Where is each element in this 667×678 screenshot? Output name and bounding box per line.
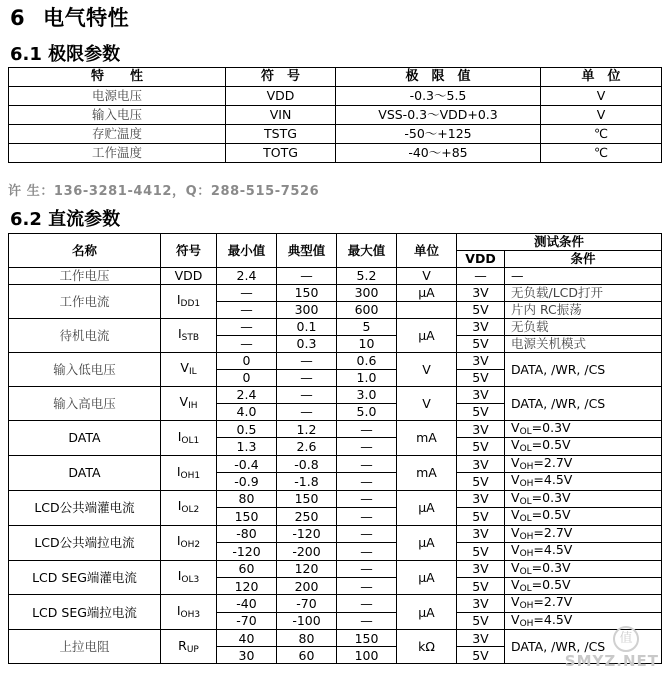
limit-name: 电源电压 bbox=[9, 87, 226, 106]
param-cond bbox=[505, 508, 662, 525]
section-number: 6 bbox=[10, 6, 26, 30]
param-min: -120 bbox=[217, 543, 277, 560]
param-unit: μA bbox=[397, 319, 457, 353]
limit-name: 工作温度 bbox=[9, 144, 226, 163]
param-min: 0.5 bbox=[217, 421, 277, 438]
table-row bbox=[9, 106, 662, 125]
param-max: 5.2 bbox=[337, 268, 397, 285]
dc-col-vdd: VDD bbox=[457, 251, 505, 268]
table-row bbox=[9, 87, 662, 106]
param-max: — bbox=[337, 508, 397, 525]
cond-sub: OL bbox=[519, 566, 532, 577]
param-min: -0.9 bbox=[217, 473, 277, 490]
limit-value: -50～+125 bbox=[336, 125, 541, 144]
param-max: — bbox=[337, 560, 397, 577]
param-max: 300 bbox=[337, 285, 397, 302]
param-cond: — bbox=[505, 268, 662, 285]
cond-letter: V bbox=[511, 594, 520, 610]
limit-unit: V bbox=[541, 106, 662, 125]
param-typ: 250 bbox=[277, 508, 337, 525]
symbol-sub: OH2 bbox=[180, 540, 201, 551]
param-symbol bbox=[161, 285, 217, 319]
cond-sub: OH bbox=[519, 601, 534, 612]
param-min: 30 bbox=[217, 647, 277, 664]
param-typ: 150 bbox=[277, 285, 337, 302]
param-vdd: 5V bbox=[457, 404, 505, 421]
param-name: 工作电流 bbox=[9, 285, 161, 319]
param-max: 3.0 bbox=[337, 387, 397, 404]
cond-letter: V bbox=[511, 577, 520, 592]
param-unit bbox=[397, 302, 457, 319]
symbol-letter: V bbox=[180, 360, 189, 376]
param-unit: μA bbox=[397, 490, 457, 525]
param-vdd: 5V bbox=[457, 508, 505, 525]
table-row bbox=[9, 353, 662, 370]
param-name: 待机电流 bbox=[9, 319, 161, 353]
param-vdd: 3V bbox=[457, 319, 505, 336]
param-cond bbox=[505, 490, 662, 507]
symbol-sub: UP bbox=[186, 644, 199, 655]
cond-value: =0.3V bbox=[531, 420, 571, 435]
dc-col-max: 最大值 bbox=[337, 234, 397, 268]
param-typ: — bbox=[277, 387, 337, 404]
param-cond: 无负载 bbox=[505, 319, 662, 336]
param-vdd: — bbox=[457, 268, 505, 285]
cond-value: =2.7V bbox=[533, 455, 573, 470]
limits-col-value: 极 限 值 bbox=[336, 68, 541, 87]
param-symbol bbox=[161, 630, 217, 664]
cond-value: =4.5V bbox=[533, 542, 573, 558]
param-min: 0 bbox=[217, 370, 277, 387]
param-typ: — bbox=[277, 404, 337, 421]
param-unit: kΩ bbox=[397, 630, 457, 664]
param-vdd: 3V bbox=[457, 285, 505, 302]
limit-name: 输入电压 bbox=[9, 106, 226, 125]
param-symbol bbox=[161, 595, 217, 630]
dc-col-test: 测试条件 bbox=[457, 234, 662, 251]
param-max: 10 bbox=[337, 336, 397, 353]
cond-value: =0.3V bbox=[531, 490, 571, 505]
param-vdd: 5V bbox=[457, 647, 505, 664]
table-row bbox=[9, 525, 662, 542]
limit-symbol: TSTG bbox=[226, 125, 336, 144]
param-max: 1.0 bbox=[337, 370, 397, 387]
param-min: — bbox=[217, 302, 277, 319]
param-name: 工作电压 bbox=[9, 268, 161, 285]
cond-value: =0.5V bbox=[531, 507, 571, 523]
cond-letter: V bbox=[511, 437, 520, 453]
param-typ: -120 bbox=[277, 525, 337, 542]
param-symbol bbox=[161, 421, 217, 456]
cond-sub: OH bbox=[519, 531, 534, 542]
param-cond: 电源关机模式 bbox=[505, 336, 662, 353]
param-typ: -70 bbox=[277, 595, 337, 612]
table-row bbox=[9, 268, 662, 285]
param-vdd: 3V bbox=[457, 525, 505, 542]
param-min: -70 bbox=[217, 612, 277, 629]
param-min: — bbox=[217, 285, 277, 302]
table-row bbox=[9, 595, 662, 612]
param-max: — bbox=[337, 421, 397, 438]
cond-letter: V bbox=[511, 490, 520, 505]
cond-letter: V bbox=[511, 420, 520, 435]
param-cond bbox=[505, 577, 662, 594]
symbol-sub: OL3 bbox=[181, 575, 200, 586]
param-name: LCD公共端灌电流 bbox=[9, 490, 161, 525]
table-row bbox=[9, 455, 662, 472]
limit-unit: ℃ bbox=[541, 125, 662, 144]
param-max: 5 bbox=[337, 319, 397, 336]
symbol-letter: I bbox=[176, 463, 181, 479]
param-cond bbox=[505, 612, 662, 629]
param-min: 150 bbox=[217, 508, 277, 525]
param-max: — bbox=[337, 490, 397, 507]
watermark-logo: 值 bbox=[613, 626, 639, 652]
param-name: 上拉电阻 bbox=[9, 630, 161, 664]
param-cond bbox=[505, 543, 662, 560]
param-name: LCD SEG端灌电流 bbox=[9, 560, 161, 595]
param-cond bbox=[505, 455, 662, 472]
cond-sub: OL bbox=[519, 444, 532, 455]
symbol-sub: DD1 bbox=[180, 299, 201, 310]
param-unit: V bbox=[397, 387, 457, 421]
symbol-sub: OL1 bbox=[181, 435, 200, 446]
param-typ: 2.6 bbox=[277, 438, 337, 455]
param-symbol: VDD bbox=[161, 268, 217, 285]
param-cond: DATA, /WR, /CS bbox=[505, 387, 662, 421]
param-typ: 200 bbox=[277, 577, 337, 594]
symbol-sub: IH bbox=[188, 401, 198, 412]
param-name: 输入高电压 bbox=[9, 387, 161, 421]
param-min: -0.4 bbox=[217, 455, 277, 472]
param-symbol bbox=[161, 353, 217, 387]
dc-header-row bbox=[9, 234, 662, 251]
limit-symbol: VIN bbox=[226, 106, 336, 125]
section-title-text: 电气特性 bbox=[43, 6, 130, 30]
param-vdd: 5V bbox=[457, 543, 505, 560]
param-name: LCD公共端拉电流 bbox=[9, 525, 161, 560]
param-vdd: 3V bbox=[457, 630, 505, 647]
cond-sub: OL bbox=[519, 427, 532, 437]
param-vdd: 5V bbox=[457, 370, 505, 387]
param-min: 4.0 bbox=[217, 404, 277, 421]
param-vdd: 5V bbox=[457, 577, 505, 594]
symbol-letter: V bbox=[179, 394, 189, 410]
limit-value: -0.3～5.5 bbox=[336, 87, 541, 106]
param-vdd: 5V bbox=[457, 612, 505, 629]
param-vdd: 5V bbox=[457, 302, 505, 319]
cond-sub: OH bbox=[519, 618, 534, 629]
param-cond: DATA, /WR, /CS bbox=[505, 630, 662, 664]
param-typ: — bbox=[277, 268, 337, 285]
table-row bbox=[9, 421, 662, 438]
param-unit: mA bbox=[397, 455, 457, 490]
param-vdd: 3V bbox=[457, 455, 505, 472]
param-max: — bbox=[337, 612, 397, 629]
table-row bbox=[9, 490, 662, 507]
symbol-sub: OL2 bbox=[181, 505, 200, 516]
param-vdd: 3V bbox=[457, 490, 505, 507]
cond-value: =0.3V bbox=[531, 560, 571, 575]
param-typ: — bbox=[277, 353, 337, 370]
symbol-letter: I bbox=[176, 292, 181, 308]
symbol-letter: R bbox=[178, 637, 187, 653]
cond-letter: V bbox=[511, 507, 520, 523]
param-name: 输入低电压 bbox=[9, 353, 161, 387]
symbol-letter: I bbox=[177, 326, 182, 342]
param-min: 60 bbox=[217, 560, 277, 577]
param-max: 0.6 bbox=[337, 353, 397, 370]
param-min: 120 bbox=[217, 577, 277, 594]
cond-letter: V bbox=[511, 472, 520, 488]
param-symbol bbox=[161, 455, 217, 490]
table-row bbox=[9, 125, 662, 144]
limits-col-name: 特 性 bbox=[9, 68, 226, 87]
param-min: — bbox=[217, 336, 277, 353]
param-vdd: 5V bbox=[457, 336, 505, 353]
param-typ: — bbox=[277, 370, 337, 387]
dc-col-min: 最小值 bbox=[217, 234, 277, 268]
dc-col-typ: 典型值 bbox=[277, 234, 337, 268]
cond-value: =2.7V bbox=[533, 594, 573, 610]
param-unit: μA bbox=[397, 595, 457, 630]
param-max: — bbox=[337, 577, 397, 594]
table-row bbox=[9, 630, 662, 647]
param-symbol bbox=[161, 387, 217, 421]
dc-table bbox=[8, 233, 662, 664]
param-vdd: 3V bbox=[457, 353, 505, 370]
param-cond bbox=[505, 595, 662, 612]
table-row bbox=[9, 387, 662, 404]
param-typ: 80 bbox=[277, 630, 337, 647]
param-typ: -100 bbox=[277, 612, 337, 629]
param-unit: V bbox=[397, 353, 457, 387]
limit-unit: V bbox=[541, 87, 662, 106]
dc-col-unit: 单位 bbox=[397, 234, 457, 268]
param-max: 5.0 bbox=[337, 404, 397, 421]
cond-sub: OL bbox=[519, 583, 532, 594]
param-unit: μA bbox=[397, 525, 457, 560]
param-symbol bbox=[161, 319, 217, 353]
limits-col-symbol: 符 号 bbox=[226, 68, 336, 87]
symbol-letter: I bbox=[177, 428, 182, 444]
cond-sub: OH bbox=[519, 461, 534, 472]
limit-value: VSS-0.3～VDD+0.3 bbox=[336, 106, 541, 125]
param-min: 80 bbox=[217, 490, 277, 507]
param-max: — bbox=[337, 438, 397, 455]
param-cond bbox=[505, 421, 662, 438]
param-cond: DATA, /WR, /CS bbox=[505, 353, 662, 387]
param-typ: -1.8 bbox=[277, 473, 337, 490]
param-cond: 无负载/LCD打开 bbox=[505, 285, 662, 302]
param-name: DATA bbox=[9, 421, 161, 456]
cond-value: =4.5V bbox=[533, 612, 573, 627]
symbol-letter: I bbox=[176, 603, 181, 619]
param-name: DATA bbox=[9, 455, 161, 490]
param-typ: 0.1 bbox=[277, 319, 337, 336]
param-typ: -0.8 bbox=[277, 455, 337, 472]
limit-name: 存贮温度 bbox=[9, 125, 226, 144]
cond-letter: V bbox=[511, 560, 520, 575]
param-symbol bbox=[161, 560, 217, 595]
param-vdd: 5V bbox=[457, 473, 505, 490]
dc-col-name: 名称 bbox=[9, 234, 161, 268]
param-max: — bbox=[337, 595, 397, 612]
cond-sub: OL bbox=[519, 514, 532, 525]
cond-value: =0.5V bbox=[531, 437, 571, 453]
table-row bbox=[9, 319, 662, 336]
limit-unit: ℃ bbox=[541, 144, 662, 163]
param-max: — bbox=[337, 543, 397, 560]
param-min: 1.3 bbox=[217, 438, 277, 455]
param-min: 2.4 bbox=[217, 387, 277, 404]
symbol-letter: I bbox=[176, 533, 181, 549]
param-typ: 300 bbox=[277, 302, 337, 319]
cond-letter: V bbox=[511, 542, 520, 558]
symbol-sub: STB bbox=[181, 333, 200, 344]
symbol-sub: OH3 bbox=[180, 610, 201, 621]
symbol-letter: I bbox=[177, 568, 182, 584]
param-vdd: 3V bbox=[457, 387, 505, 404]
cond-value: =2.7V bbox=[533, 525, 573, 540]
limits-table bbox=[8, 67, 662, 163]
dc-col-cond: 条件 bbox=[505, 251, 662, 268]
symbol-letter: I bbox=[177, 498, 182, 514]
watermark: SMYZ.NET bbox=[564, 652, 659, 670]
param-vdd: 3V bbox=[457, 560, 505, 577]
param-typ: 60 bbox=[277, 647, 337, 664]
param-symbol bbox=[161, 525, 217, 560]
limit-symbol: TOTG bbox=[226, 144, 336, 163]
section-title bbox=[10, 2, 129, 32]
param-typ: 1.2 bbox=[277, 421, 337, 438]
param-unit: μA bbox=[397, 560, 457, 595]
param-min: — bbox=[217, 319, 277, 336]
param-max: 100 bbox=[337, 647, 397, 664]
cond-sub: OL bbox=[519, 496, 532, 507]
cond-sub: OH bbox=[519, 479, 534, 490]
param-min: -80 bbox=[217, 525, 277, 542]
cond-letter: V bbox=[511, 525, 520, 540]
contact-line: 许 生：136-3281-4412，Q：288-515-7526 bbox=[8, 184, 320, 199]
param-cond bbox=[505, 473, 662, 490]
param-symbol bbox=[161, 490, 217, 525]
param-max: 600 bbox=[337, 302, 397, 319]
param-min: -40 bbox=[217, 595, 277, 612]
param-min: 0 bbox=[217, 353, 277, 370]
param-unit: μA bbox=[397, 285, 457, 302]
param-typ: 120 bbox=[277, 560, 337, 577]
param-unit: V bbox=[397, 268, 457, 285]
limit-symbol: VDD bbox=[226, 87, 336, 106]
cond-sub: OH bbox=[519, 549, 534, 560]
cond-value: =0.5V bbox=[531, 577, 571, 592]
param-max: — bbox=[337, 455, 397, 472]
symbol-sub: OH1 bbox=[180, 470, 201, 481]
cond-letter: V bbox=[511, 455, 520, 470]
limits-header-row bbox=[9, 68, 662, 87]
param-max: 150 bbox=[337, 630, 397, 647]
param-unit: mA bbox=[397, 421, 457, 456]
param-cond bbox=[505, 525, 662, 542]
table-row bbox=[9, 144, 662, 163]
limits-heading: 6.1 极限参数 bbox=[10, 44, 121, 65]
param-min: 40 bbox=[217, 630, 277, 647]
param-vdd: 5V bbox=[457, 438, 505, 455]
cond-letter: V bbox=[511, 612, 520, 627]
dc-heading: 6.2 直流参数 bbox=[10, 209, 121, 230]
param-name: LCD SEG端拉电流 bbox=[9, 595, 161, 630]
param-cond bbox=[505, 560, 662, 577]
param-cond: 片内 RC振荡 bbox=[505, 302, 662, 319]
limits-col-unit: 单 位 bbox=[541, 68, 662, 87]
symbol-sub: IL bbox=[188, 367, 197, 378]
table-row bbox=[9, 560, 662, 577]
param-max: — bbox=[337, 525, 397, 542]
dc-col-symbol: 符号 bbox=[161, 234, 217, 268]
param-vdd: 3V bbox=[457, 595, 505, 612]
table-row bbox=[9, 285, 662, 302]
param-typ: 150 bbox=[277, 490, 337, 507]
param-typ: 0.3 bbox=[277, 336, 337, 353]
limit-value: -40～+85 bbox=[336, 144, 541, 163]
param-vdd: 3V bbox=[457, 421, 505, 438]
param-max: — bbox=[337, 473, 397, 490]
param-cond bbox=[505, 438, 662, 455]
param-min: 2.4 bbox=[217, 268, 277, 285]
cond-value: =4.5V bbox=[533, 472, 573, 488]
param-typ: -200 bbox=[277, 543, 337, 560]
